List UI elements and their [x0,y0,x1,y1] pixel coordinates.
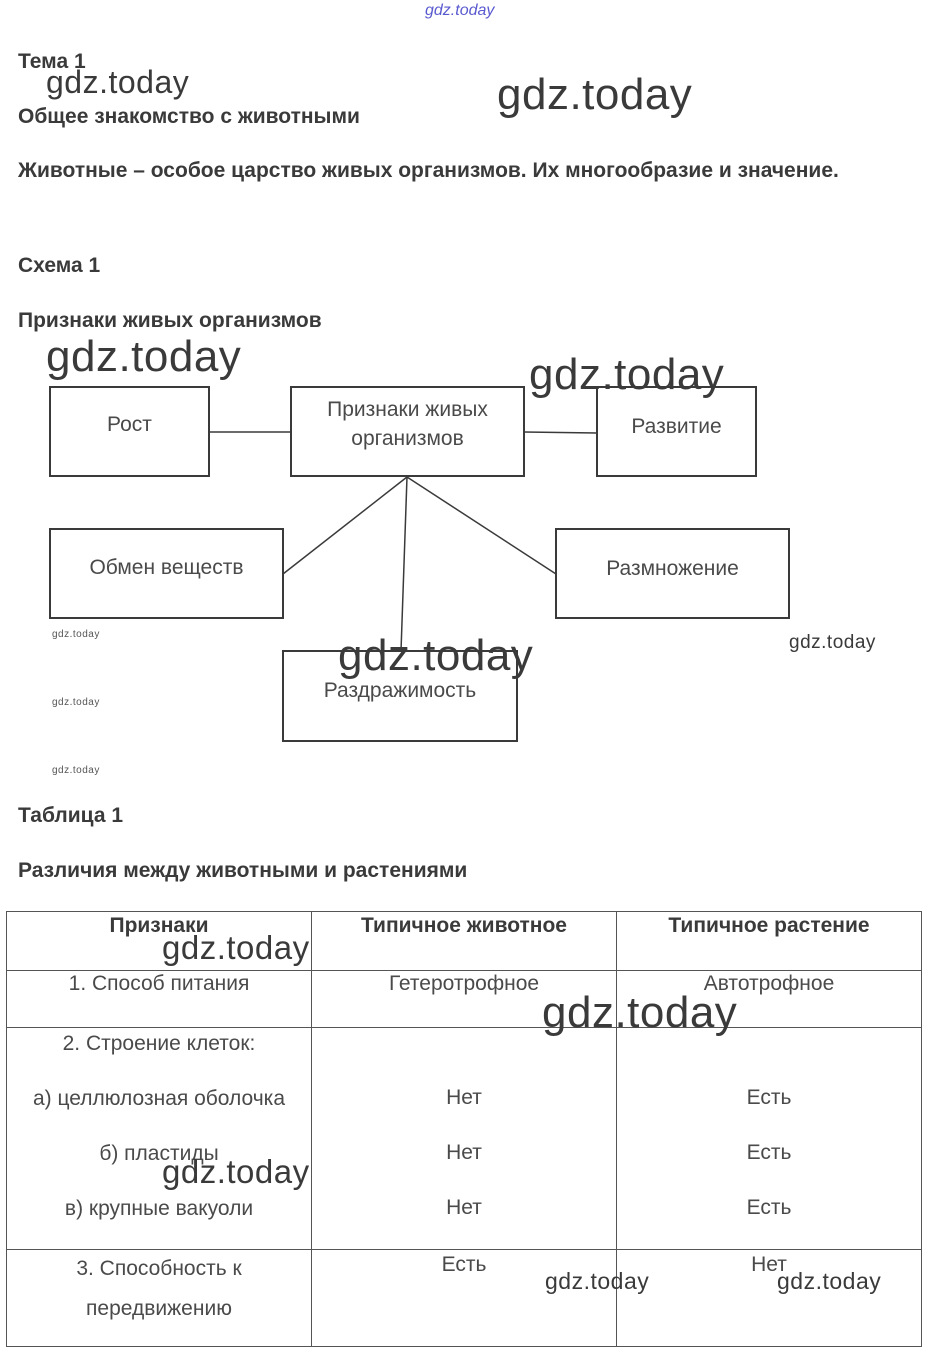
watermark: gdz.today [162,929,310,966]
box-growth: Рост [49,386,210,477]
scheme-label: Схема 1 [18,254,101,277]
cell-feature: 2. Строение клеток: а) целлюлозная оболочка б) пластиды в) крупные вакуоли [7,1028,312,1250]
topic-title: Общее знакомство с животными [18,105,360,128]
cell-animal: Нет Нет Нет [312,1028,617,1250]
watermark: gdz.today [338,631,534,680]
cell-plant: Есть Есть Есть [617,1028,922,1250]
header-features: Признаки [7,912,312,971]
cell-animal: Есть [312,1250,617,1347]
differences-table [6,911,922,1347]
topic-label: Тема 1 [18,50,86,73]
cell-plant: Нет [617,1250,922,1347]
box-irritability: Раздражимость [282,650,518,742]
box-development: Развитие [596,386,757,477]
cell-animal: Гетеротрофное [312,971,617,1028]
box-center: Признаки живых организмов [290,386,525,477]
cell-feature: 1. Способ питания [7,971,312,1028]
watermark: gdz.today [497,70,693,119]
header-plant: Типичное растение [617,912,922,971]
table-row [7,1250,922,1347]
watermark: gdz.today [46,64,190,100]
watermark: gdz.today [545,1268,650,1294]
scheme-title: Признаки живых организмов [18,309,322,332]
watermark: gdz.today [46,332,242,381]
watermark: gdz.today [789,632,876,653]
watermark: gdz.today [777,1268,882,1294]
table-title: Различия между животными и растениями [18,859,468,882]
top-watermark: gdz.today [425,2,495,19]
header-animal: Типичное животное [312,912,617,971]
table-row [7,971,922,1028]
cell-plant: Автотрофное [617,971,922,1028]
intro-paragraph: Животные – особое царство живых организмов. Их многообразие и значение. [18,159,839,182]
table-row [7,1028,922,1250]
cell-feature: 3. Способность к передвижению [7,1250,312,1347]
box-metabolism: Обмен веществ [49,528,284,619]
watermark: gdz.today [52,629,100,640]
table-label: Таблица 1 [18,804,124,827]
watermark: gdz.today [52,697,100,708]
watermark: gdz.today [542,988,738,1037]
watermark: gdz.today [529,350,725,399]
watermark: gdz.today [162,1153,310,1190]
table-header-row [7,912,922,971]
watermark: gdz.today [52,765,100,776]
box-reproduction: Размножение [555,528,790,619]
